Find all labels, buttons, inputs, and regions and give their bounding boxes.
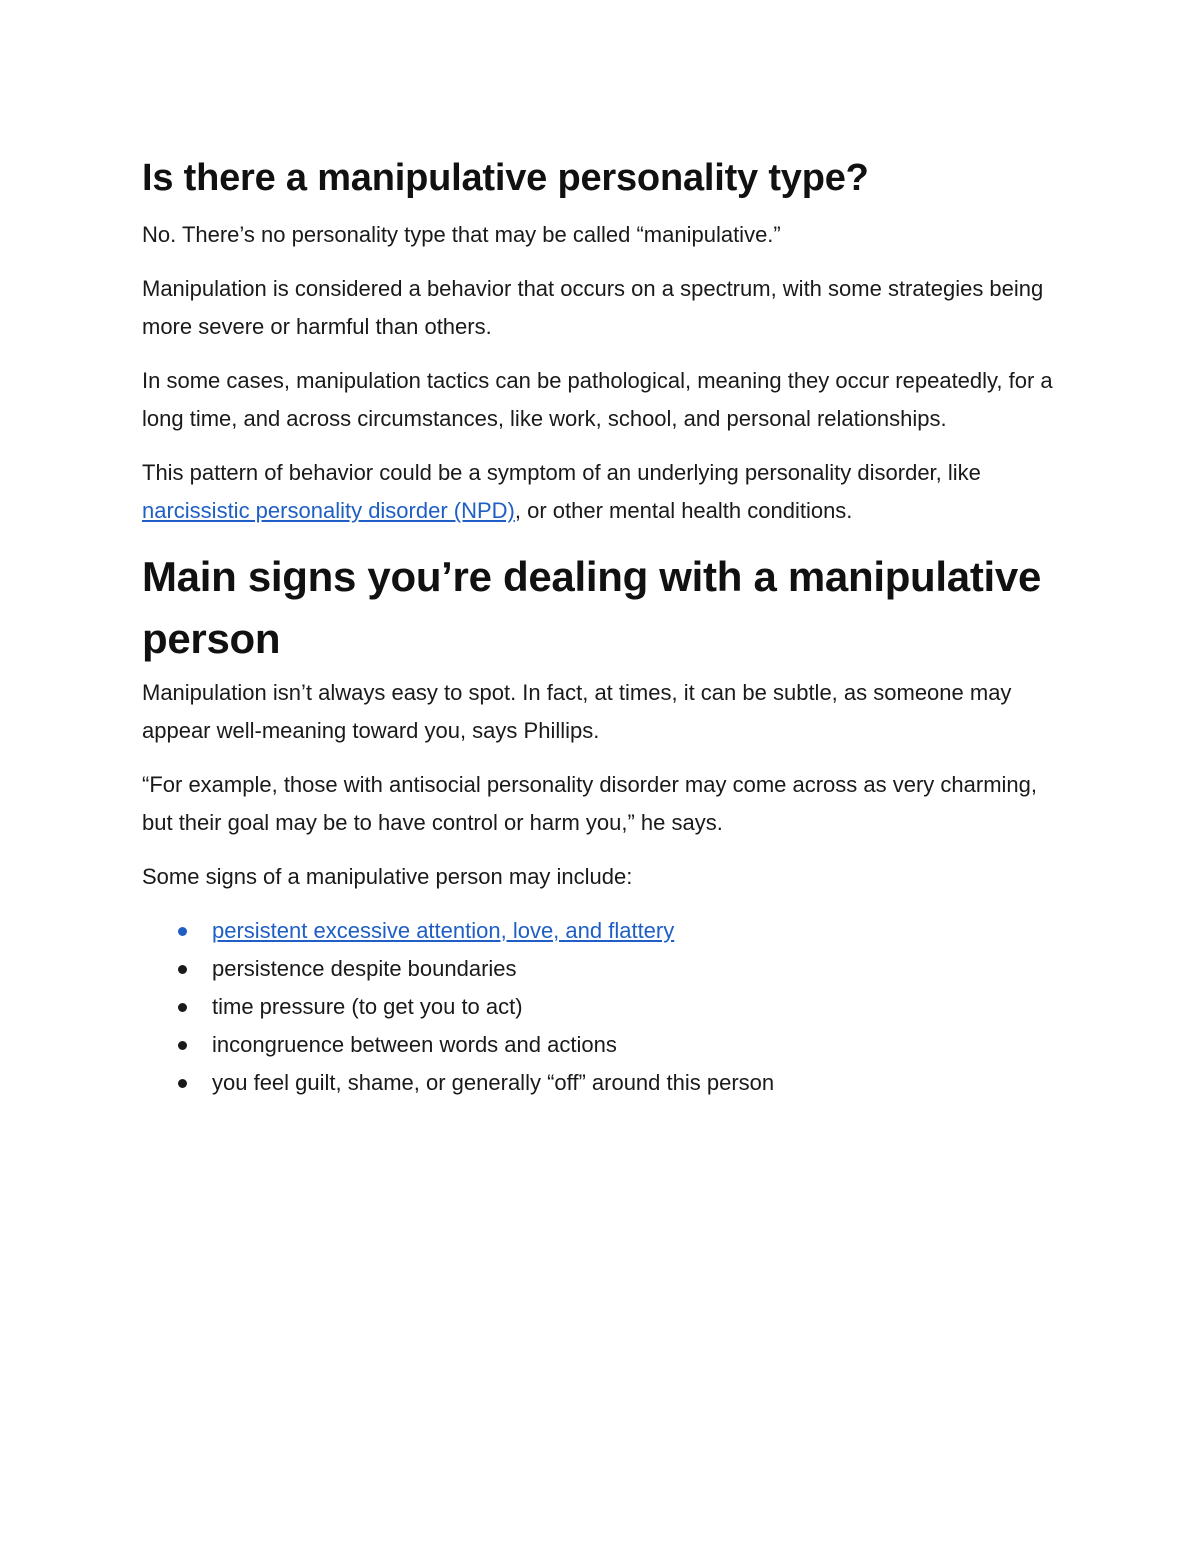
bullet-icon: [178, 1041, 187, 1050]
list-item-text: incongruence between words and actions: [212, 1032, 617, 1057]
paragraph-no-personality-type: No. There’s no personality type that may be called “manipulative.”: [142, 222, 781, 247]
list-item: [142, 950, 1072, 988]
section-heading-personality-type: Is there a manipulative personality type?: [142, 157, 869, 199]
paragraph-signs-intro: Some signs of a manipulative person may include:: [142, 864, 633, 889]
npd-link[interactable]: narcissistic personality disorder (NPD): [142, 498, 515, 523]
paragraph-not-easy-to-spot: Manipulation isn’t always easy to spot. In fact, at times, it can be subtle, as someone may appear well-meaning toward you, says Phillips.: [142, 680, 1012, 743]
paragraph-underlying-disorder: [142, 454, 1072, 530]
bullet-icon: [178, 1079, 187, 1088]
list-item-text: time pressure (to get you to act): [212, 994, 523, 1019]
list-item: [142, 988, 1072, 1026]
list-item-text: you feel guilt, shame, or generally “off” around this person: [212, 1070, 775, 1095]
list-item-text: persistence despite boundaries: [212, 956, 517, 981]
bullet-icon: [178, 1003, 187, 1012]
list-item: [142, 1026, 1072, 1064]
section-heading-main-signs: Main signs you’re dealing with a manipulative person: [142, 553, 1042, 662]
flattery-link[interactable]: persistent excessive attention, love, and flattery: [212, 918, 675, 943]
list-item: [142, 912, 1072, 950]
paragraph-example-quote: “For example, those with antisocial personality disorder may come across as very charming, but their goal may be to have control or harm you,” he says.: [142, 772, 1038, 835]
bullet-icon: [178, 965, 187, 974]
bullet-icon: [178, 927, 187, 936]
signs-list: [142, 912, 1072, 1102]
paragraph-pathological: In some cases, manipulation tactics can be pathological, meaning they occur repeatedly, for a long time, and across circumstances, like work, school, and personal relationships.: [142, 368, 1053, 431]
paragraph-underlying-disorder-after: , or other mental health conditions.: [514, 498, 853, 523]
paragraph-underlying-disorder-before: This pattern of behavior could be a symptom of an underlying personality disorder, like: [142, 460, 981, 485]
document-page: [142, 150, 1072, 1102]
paragraph-spectrum: Manipulation is considered a behavior that occurs on a spectrum, with some strategies being more severe or harmful than others.: [142, 276, 1044, 339]
list-item: [142, 1064, 1072, 1102]
